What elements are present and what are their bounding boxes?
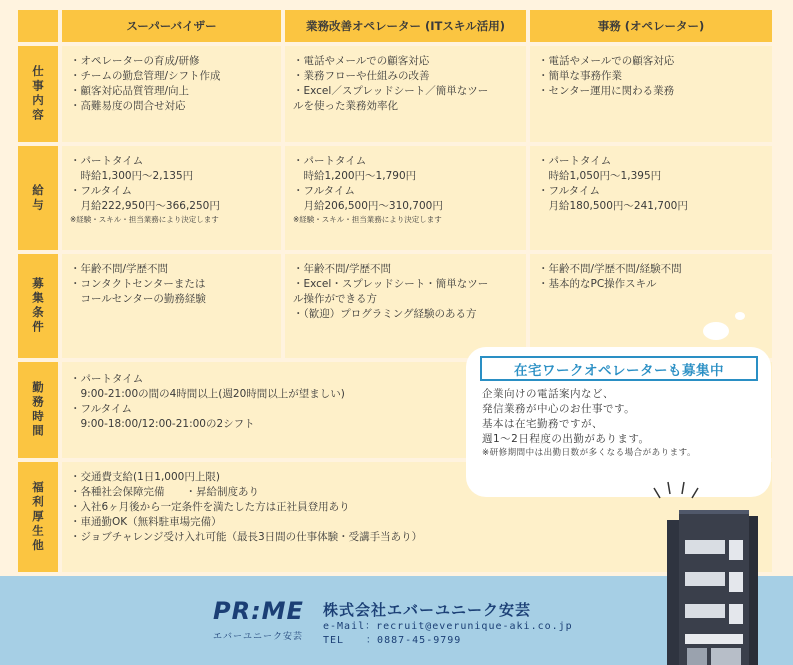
header-corner: [18, 10, 58, 42]
row-label-hours: 勤務時間: [18, 362, 58, 458]
list-item: ・Excel・スプレッドシート・簡単なツー: [293, 278, 489, 290]
list-item: 時給1,300円〜2,135円: [70, 170, 194, 182]
duties-supervisor: [62, 46, 281, 142]
tel-text: TEL ：0887-45-9799: [323, 635, 462, 646]
list-item: 時給1,050円〜1,395円: [538, 170, 662, 182]
list-item: ・パートタイム: [70, 373, 144, 385]
list-item: ・年齢不問/学歴不問: [293, 263, 392, 275]
list-item: 月給206,500円〜310,700円: [293, 200, 443, 212]
list-item: ・電話やメールでの顧客対応: [538, 55, 675, 67]
bubble-line: 企業向けの電話案内など、: [482, 388, 614, 400]
list-item: 9:00-18:00/12:00-21:00の2シフト: [70, 418, 255, 430]
bubble-line: 週1〜2日程度の出勤があります。: [482, 433, 650, 445]
header-clerk: 事務 (オペレーター): [530, 10, 772, 42]
header-it-operator: 業務改善オペレーター (ITスキル活用): [285, 10, 526, 42]
bubble-tail-dot: [703, 322, 729, 340]
header-supervisor: スーパーバイザー: [62, 10, 281, 42]
list-item: ・（歓迎）プログラミング経験のある方: [293, 308, 477, 320]
list-item: ・チームの勤怠管理/シフト作成: [70, 70, 221, 82]
list-item: ・高難易度の問合せ対応: [70, 100, 186, 112]
list-item: コールセンターの勤務経験: [70, 293, 206, 305]
bubble-note: ※研修期間中は出勤日数が多くなる場合があります。: [482, 448, 696, 458]
list-item: ・各種社会保障完備 ・昇給制度あり: [70, 486, 259, 498]
list-item: ・電話やメールでの顧客対応: [293, 55, 430, 67]
list-item: ・入社6ヶ月後から一定条件を満たした方は正社員登用あり: [70, 501, 350, 513]
list-item: ・センター運用に関わる業務: [538, 85, 675, 97]
list-item: ・顧客対応品質管理/向上: [70, 85, 190, 97]
duties-clerk: [530, 46, 772, 142]
duties-it-operator: [285, 46, 526, 142]
requirements-supervisor: [62, 254, 281, 358]
company-name: 株式会社エバーユニーク安芸: [323, 601, 532, 619]
list-item: 時給1,200円〜1,790円: [293, 170, 417, 182]
row-label-salary: 給与: [18, 146, 58, 250]
list-item: ・交通費支給(1日1,000円上限): [70, 471, 220, 483]
building-icon: [665, 502, 760, 665]
row-label-requirements: 募集条件: [18, 254, 58, 358]
list-item: ・パートタイム: [70, 155, 144, 167]
list-item: ・年齢不問/学歴不問/経験不問: [538, 263, 682, 275]
salary-note: ※経験・スキル・担当業務により決定します: [70, 215, 219, 224]
list-item: ・基本的なPC操作スキル: [538, 278, 657, 290]
requirements-clerk: [530, 254, 772, 358]
list-item: ・オペレーターの育成/研修: [70, 55, 200, 67]
list-item: ・年齢不問/学歴不問: [70, 263, 169, 275]
row-label-benefits: 福利厚生他: [18, 462, 58, 572]
salary-note: ※経験・スキル・担当業務により決定します: [293, 215, 442, 224]
bubble-line: 発信業務が中心のお仕事です。: [482, 403, 636, 415]
list-item: 月給180,500円〜241,700円: [538, 200, 688, 212]
email-text: e-Mail：recruit@everunique-aki.co.jp: [323, 621, 573, 632]
salary-clerk: [530, 146, 772, 250]
bubble-title: 在宅ワークオペレーターも募集中: [480, 356, 758, 381]
list-item: ・フルタイム: [70, 185, 132, 197]
list-item: ル操作ができる方: [293, 293, 377, 305]
bubble-line: 基本は在宅勤務ですが、: [482, 418, 603, 430]
list-item: ・フルタイム: [538, 185, 600, 197]
list-item: 9:00-21:00の間の4時間以上(週20時間以上が望ましい): [70, 388, 345, 400]
list-item: ・フルタイム: [70, 403, 132, 415]
salary-supervisor: [62, 146, 281, 250]
list-item: ・車通勤OK（無料駐車場完備）: [70, 516, 222, 528]
list-item: ・パートタイム: [293, 155, 367, 167]
bubble-body: [482, 387, 762, 460]
list-item: ・フルタイム: [293, 185, 355, 197]
salary-it-operator: [285, 146, 526, 250]
row-label-duties: 仕事内容: [18, 46, 58, 142]
logo-subtitle: エバーユニーク安芸: [213, 632, 304, 642]
list-item: ・簡単な事務作業: [538, 70, 622, 82]
list-item: ・Excel／スプレッドシート／簡単なツー: [293, 85, 489, 97]
company-logo: PR:ME: [213, 597, 304, 625]
contact-info: [323, 620, 573, 648]
list-item: ・ジョブチャレンジ受け入れ可能（最長3日間の仕事体験・受講手当あり）: [70, 531, 423, 543]
list-item: ・コンタクトセンターまたは: [70, 278, 206, 290]
requirements-it-operator: [285, 254, 526, 358]
list-item: ・業務フローや仕組みの改善: [293, 70, 430, 82]
bubble-tail-dot: [735, 312, 745, 320]
list-item: ・パートタイム: [538, 155, 612, 167]
list-item: 月給222,950円〜366,250円: [70, 200, 220, 212]
list-item: ルを使った業務効率化: [293, 100, 398, 112]
